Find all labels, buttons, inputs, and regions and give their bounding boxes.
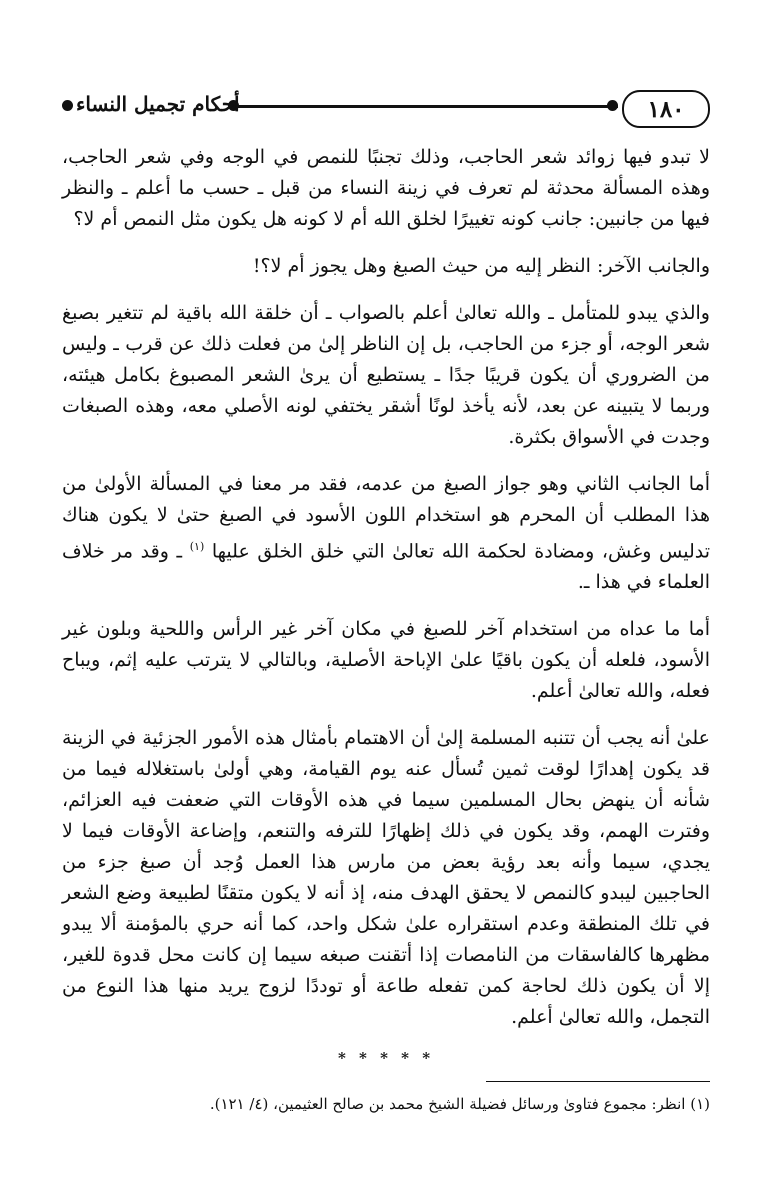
bullet-dot-icon	[62, 100, 73, 111]
header-rule	[232, 105, 618, 108]
paragraph: علىٰ أنه يجب أن تتنبه المسلمة إلىٰ أن الاهتمام بأمثال هذه الأمور الجزئية في الزينة قد يكون إهدارًا لوقت ثمين تُسأل عنه يوم القيامة، وهي أولىٰ باستغلاله فيما من شأنه أن ينهض بحال المسلمين سيما في هذه الأوقات التي ضعفت فيه العزائم، وفترت الهمم، وقد يكون في ذلك إظهارًا للترفه والتنعم، وإضاعة الأوقات فيما لا يجدي، سيما وأنه بعد رؤية بعض من مارس هذا العمل وُجد أن صبغ جزء من الحاجبين ليبدو كالنمص لا يحقق الهدف منه، إذ أنه لا يكون متقنًا لطبيعة وضع الشعر في تلك المنطقة وعدم استقراره علىٰ شكل واحد، كما أنه حري بالمؤمنة ألا يبدو مظهرها كالفاسقات من النامصات إذا أتقنت صبغه سيما إن كانت محل قدوة للغير، إلا أن يكون ذلك لحاجة كمن تفعله طاعة أو توددًا لزوج يريد منها هذا النوع من التجمل، والله تعالىٰ أعلم.	[62, 727, 710, 1029]
section-separator: * * * * *	[337, 1049, 435, 1068]
running-header	[62, 88, 710, 134]
body-text	[62, 142, 710, 1033]
page	[62, 88, 710, 1116]
book-title: أحكام تجميل النساء	[76, 92, 240, 116]
footnote-marker[interactable]: (١)	[189, 540, 205, 553]
paragraph: والجانب الآخر: النظر إليه من حيث الصبغ وهل يجوز أم لا؟!	[252, 255, 710, 277]
paragraph: لا تبدو فيها زوائد شعر الحاجب، وذلك تجنبًا للنمص في الوجه وفي شعر الحاجب، وهذه المسألة محدثة لم تعرف في زينة النساء من قبل ـ حسب ما أعلم ـ والنظر فيها من جانبين: جانب كونه تغييرًا لخلق الله أم لا كونه هل يكون مثل النمص أم لا؟	[62, 146, 710, 230]
footnote-rule	[486, 1081, 710, 1082]
paragraph	[62, 469, 710, 598]
page-number: ١٨٠	[622, 90, 710, 128]
paragraph-text: أما الجانب الثاني وهو جواز الصبغ من عدمه، فقد مر معنا في المسألة الأولىٰ من هذا المطلب أن المحرم هو استخدام اللون الأسود في الصبغ حتىٰ لا يكون هناك تدليس وغش، ومضادة لحكمة الله تعالىٰ التي خلق الخلق عليها	[62, 473, 710, 563]
paragraph-text: ـ وقد مر خلاف العلماء في هذا ـ.	[62, 540, 710, 594]
paragraph: والذي يبدو للمتأمل ـ والله تعالىٰ أعلم بالصواب ـ أن خلقة الله باقية لم تتغير بصبغ شعر الوجه، أو جزء من الحاجب، بل إن الناظر إلىٰ من فعلت ذلك عن قرب ـ وليس من الضروري أن يكون قريبًا جدًا ـ يستطيع أن يرىٰ الشعر المصبوغ بكامل هيئته، وربما لا يتبينه عن بعد، لأنه يأخذ لونًا أشقر يختفي لونه الأصلي معه، وهذه الصبغات وجدت في الأسواق بكثرة.	[62, 302, 710, 448]
footnote: (١) انظر: مجموع فتاوىٰ ورسائل فضيلة الشيخ محمد بن صالح العثيمين، (٤/ ١٢١).	[209, 1095, 710, 1114]
paragraph: أما ما عداه من استخدام آخر للصبغ في مكان آخر غير الرأس واللحية وبلون غير الأسود، فلعله أن يكون باقيًا علىٰ الإباحة الأصلية، وبالتالي لا يترتب عليه إثم، ويباح فعله، والله تعالىٰ أعلم.	[62, 618, 710, 703]
